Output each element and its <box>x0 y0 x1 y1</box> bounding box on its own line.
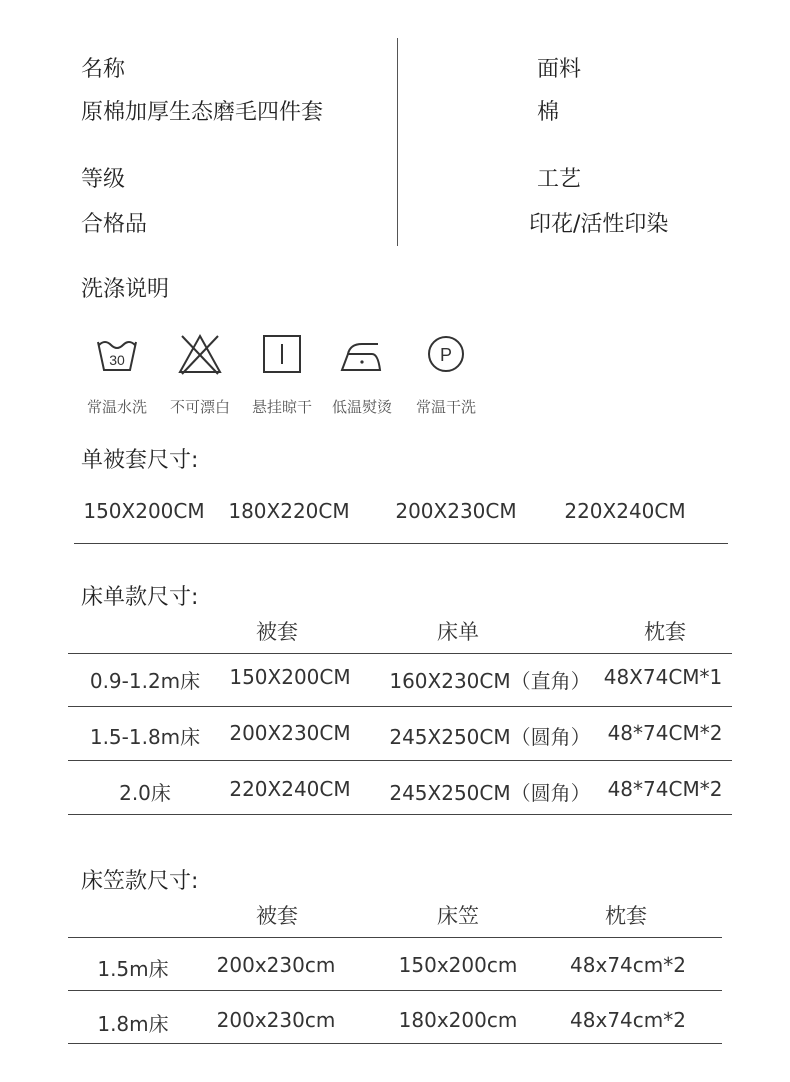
table-cell: 150x200cm <box>398 953 518 977</box>
table-rule <box>68 1043 722 1044</box>
care-item-wash <box>77 330 157 417</box>
table-cell: 245X250CM（圆角） <box>389 781 591 805</box>
grade-value: 合格品 <box>81 212 148 237</box>
care-item-low-iron <box>322 330 402 417</box>
divider <box>74 543 728 544</box>
table-cell: 150X200CM <box>229 665 351 689</box>
care-title: 洗涤说明 <box>81 277 170 302</box>
table-rule <box>68 760 732 761</box>
table-cell: 1.5-1.8m床 <box>89 725 201 749</box>
flat-sheet-title: 床单款尺寸: <box>81 585 199 610</box>
craft-label: 工艺 <box>537 167 582 192</box>
duvet-size: 180X220CM <box>228 499 350 523</box>
table-cell: 245X250CM（圆角） <box>389 725 591 749</box>
duvet-size: 150X200CM <box>83 499 205 523</box>
dry-clean-badge: P <box>439 345 453 365</box>
table-cell: 1.5m床 <box>97 957 169 981</box>
table-cell: 48x74cm*2 <box>570 953 686 977</box>
name-label: 名称 <box>81 57 126 82</box>
table-cell: 180x200cm <box>398 1008 518 1032</box>
table-cell: 1.8m床 <box>97 1012 169 1036</box>
care-item-dry-clean <box>406 330 486 417</box>
care-label-low-iron: 低温熨烫 <box>331 398 392 416</box>
care-label-wash: 常温水洗 <box>86 398 147 416</box>
low-iron-icon <box>338 330 386 378</box>
care-label-no-bleach: 不可漂白 <box>169 398 230 416</box>
table-header: 床单 <box>437 620 479 644</box>
table-cell: 2.0床 <box>119 781 171 805</box>
table-header: 被套 <box>256 904 298 928</box>
table-cell: 200x230cm <box>216 1008 336 1032</box>
table-rule <box>68 706 732 707</box>
table-rule <box>68 814 732 815</box>
table-header: 枕套 <box>605 904 647 928</box>
hang-dry-icon <box>258 330 306 378</box>
care-item-no-bleach <box>160 330 240 417</box>
table-cell: 220X240CM <box>229 777 351 801</box>
wash-30-icon <box>93 330 141 378</box>
care-label-dry-clean: 常温干洗 <box>415 398 476 416</box>
single-duvet-title: 单被套尺寸: <box>81 448 199 473</box>
duvet-size: 200X230CM <box>395 499 517 523</box>
table-rule <box>68 653 732 654</box>
table-cell: 200X230CM <box>229 721 351 745</box>
table-cell: 200x230cm <box>216 953 336 977</box>
fabric-value: 棉 <box>537 100 560 125</box>
craft-value: 印花/活性印染 <box>529 212 669 237</box>
table-cell: 48x74cm*2 <box>570 1008 686 1032</box>
table-header: 床笠 <box>437 904 479 928</box>
duvet-size: 220X240CM <box>564 499 686 523</box>
fabric-label: 面料 <box>537 57 582 82</box>
table-rule <box>68 937 722 938</box>
fitted-sheet-title: 床笠款尺寸: <box>81 869 199 894</box>
spec-divider <box>397 38 398 246</box>
table-cell: 48*74CM*2 <box>607 777 723 801</box>
table-cell: 0.9-1.2m床 <box>89 669 201 693</box>
care-item-hang-dry <box>242 330 322 417</box>
no-bleach-icon <box>176 330 224 378</box>
table-cell: 160X230CM（直角） <box>389 669 591 693</box>
dry-clean-p-icon <box>422 330 470 378</box>
care-label-hang-dry: 悬挂晾干 <box>251 398 312 416</box>
table-rule <box>68 990 722 991</box>
table-cell: 48X74CM*1 <box>603 665 723 689</box>
table-header: 枕套 <box>644 620 686 644</box>
wash-temp-badge: 30 <box>109 352 125 368</box>
name-value: 原棉加厚生态磨毛四件套 <box>81 100 324 125</box>
table-cell: 48*74CM*2 <box>607 721 723 745</box>
grade-label: 等级 <box>81 167 126 192</box>
table-header: 被套 <box>256 620 298 644</box>
